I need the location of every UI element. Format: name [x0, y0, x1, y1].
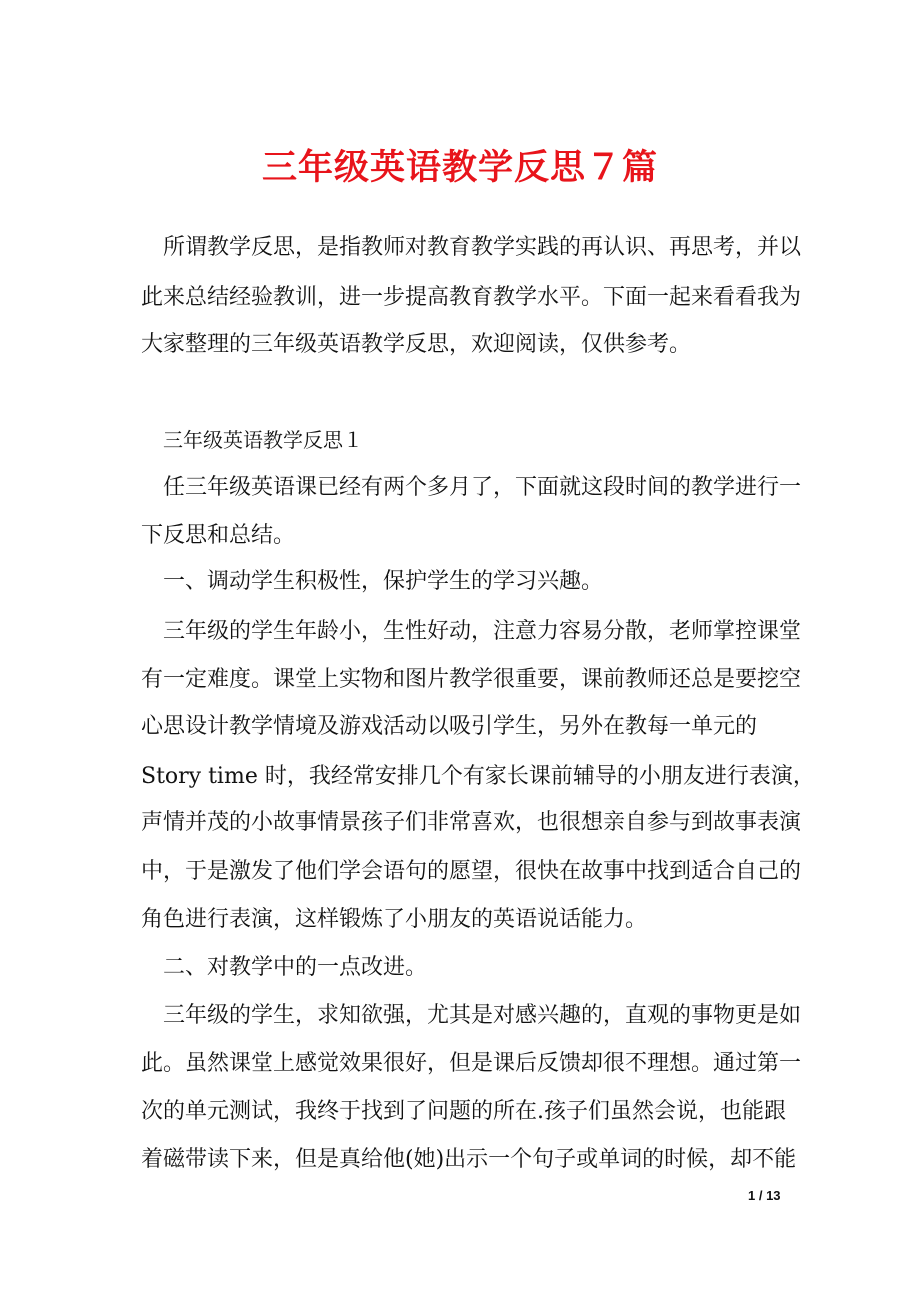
body-line: 角色进行表演，这样锻炼了小朋友的英语说话能力。: [141, 907, 648, 932]
body-line: 中，于是激发了他们学会语句的愿望，很快在故事中找到适合自己的: [141, 859, 802, 884]
body-line: 次的单元测试，我终于找到了问题的所在.孩子们虽然会说，也能跟: [141, 1099, 786, 1124]
body-line: 声情并茂的小故事情景孩子们非常喜欢，也很想亲自参与到故事表演: [141, 810, 802, 835]
body-line: 三年级的学生，求知欲强，尤其是对感兴趣的，直观的事物更是如: [163, 1003, 802, 1028]
body-line: 心思设计教学情境及游戏活动以吸引学生，另外在教每一单元的: [141, 714, 758, 739]
document-title: 三年级英语教学反思７篇: [261, 147, 658, 188]
body-line: 着磁带读下来，但是真给他(她)出示一个句子或单词的时候，却不能: [141, 1147, 797, 1172]
body-line: 有一定难度。课堂上实物和图片教学很重要，课前教师还总是要挖空: [141, 667, 802, 692]
body-line: Story time 时，我经常安排几个有家长课前辅导的小朋友进行表演，: [141, 764, 815, 789]
body-line: 下反思和总结。: [141, 523, 296, 548]
subheading: 一、调动学生积极性，保护学生的学习兴趣。: [163, 569, 604, 594]
body-line: 任三年级英语课已经有两个多月了，下面就这段时间的教学进行一: [163, 475, 802, 500]
intro-line: 所谓教学反思，是指教师对教育教学实践的再认识、再思考，并以: [163, 235, 802, 260]
subheading: 二、对教学中的一点改进。: [163, 955, 428, 980]
intro-line: 此来总结经验教训，进一步提高教育教学水平。下面一起来看看我为: [141, 285, 802, 310]
section-heading: 三年级英语教学反思１: [163, 428, 363, 452]
intro-line: 大家整理的三年级英语教学反思，欢迎阅读，仅供参考。: [141, 332, 692, 357]
page-indicator: 1 / 13: [748, 1188, 781, 1203]
body-line: 三年级的学生年龄小，生性好动，注意力容易分散，老师掌控课堂: [163, 619, 802, 644]
body-line: 此。虽然课堂上感觉效果很好，但是课后反馈却很不理想。通过第一: [141, 1051, 802, 1076]
